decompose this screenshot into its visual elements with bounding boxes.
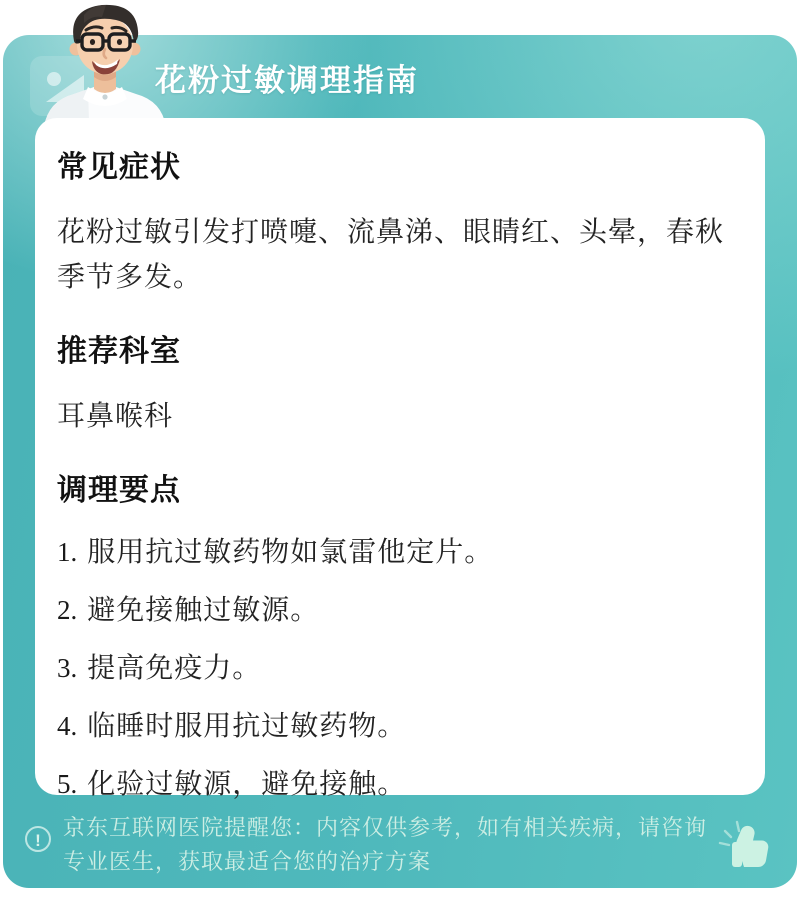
info-icon [25,826,51,852]
list-item [57,595,743,625]
teal-panel [3,35,797,888]
footer-disclaimer-bar [25,811,775,879]
thumbs-up-icon[interactable] [717,815,773,873]
item-text: 化验过敏源，避免接触。 [87,768,407,799]
item-text: 服用抗过敏药物如氯雷他定片。 [87,536,494,567]
symptoms-text: 花粉过敏引发打喷嚏、流鼻涕、眼睛红、头晕，春秋季节多发。 [57,216,725,292]
list-item [57,537,743,567]
content-card [35,118,765,799]
item-text: 避免接触过敏源。 [87,594,320,625]
tips-list [57,537,743,799]
item-number: 4. [57,711,78,741]
item-number: 5. [57,769,78,799]
list-item [57,769,743,799]
item-text: 提高免疫力。 [87,652,262,683]
item-number: 3. [57,653,78,683]
item-text: 临睡时服用抗过敏药物。 [87,710,407,741]
list-item [57,711,743,741]
item-number: 1. [57,537,78,567]
disclaimer-text: 京东互联网医院提醒您：内容仅供参考，如有相关疾病，请咨询专业医生，获取最适合您的治疗方案 [63,815,708,874]
section-heading-tips: 调理要点 [57,474,181,507]
page-title: 花粉过敏调理指南 [155,63,419,98]
section-heading-department: 推荐科室 [57,335,181,368]
section-heading-symptoms: 常见症状 [57,151,181,184]
department-text: 耳鼻喉科 [57,400,174,431]
item-number: 2. [57,595,78,625]
list-item [57,653,743,683]
info-icon-glyph: ! [35,831,41,850]
